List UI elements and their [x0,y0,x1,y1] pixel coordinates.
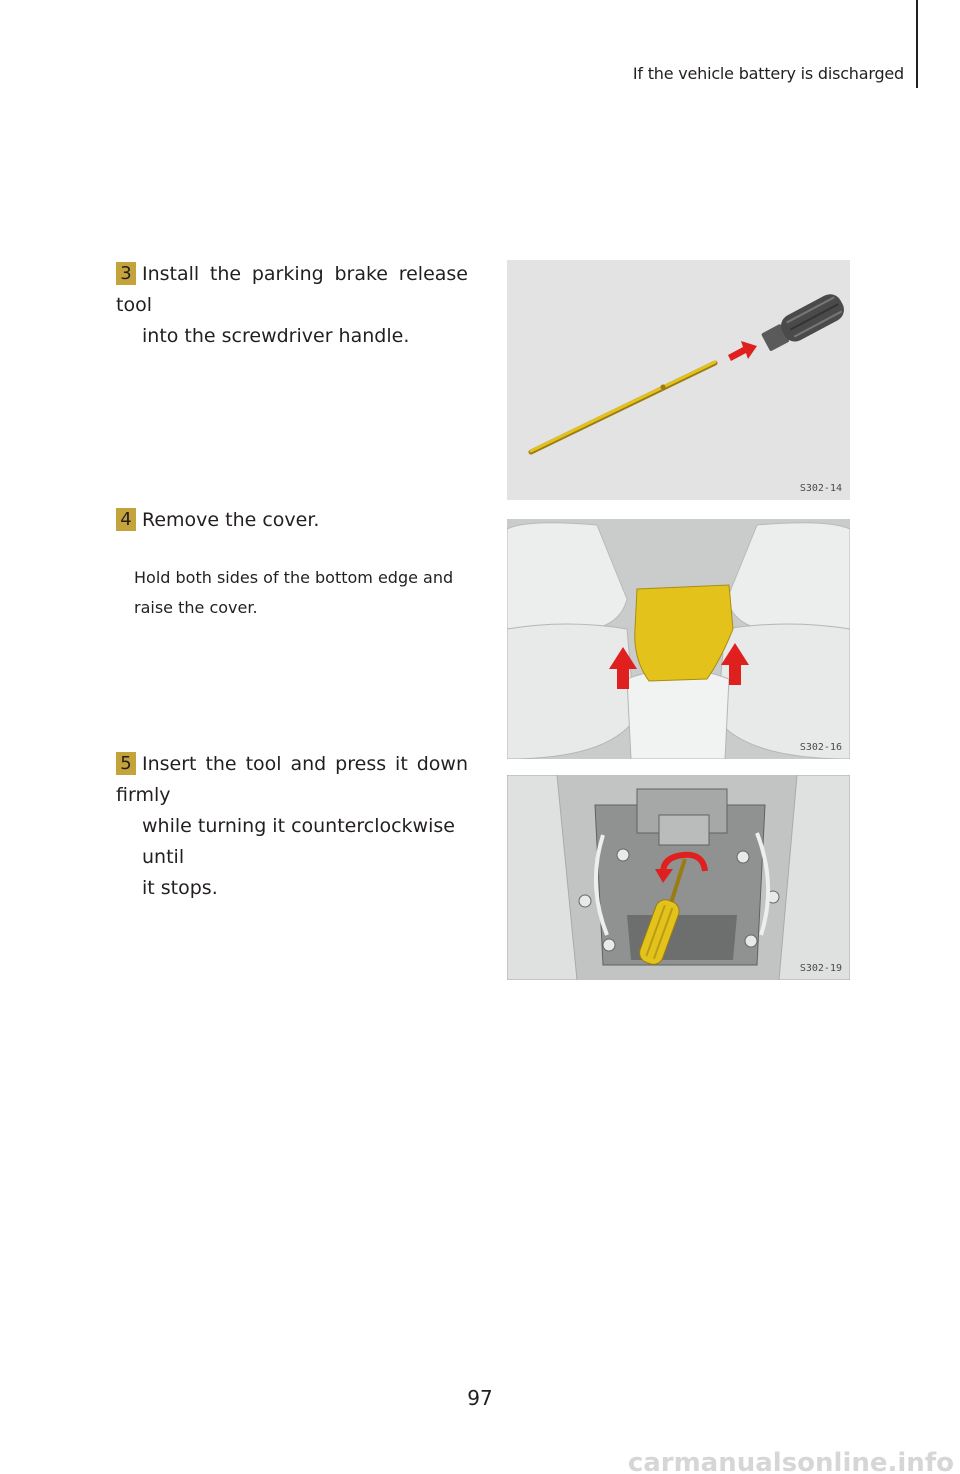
note-text-continued: raise the cover. [134,598,258,617]
step-5 [116,749,468,904]
section-title: If the vehicle battery is discharged [632,64,904,83]
note-text: Hold both sides of the bottom edge and [134,568,454,587]
step-3 [116,259,468,352]
step-number-badge: 5 [116,752,136,775]
cover-illustration [507,519,850,759]
step-text-continued: while turning it counterclockwise until [142,815,455,868]
page-number: 97 [467,1386,493,1410]
step-text-continued: into the screwdriver handle. [142,325,410,347]
step-text: Insert the tool and press it down firmly [116,753,468,806]
watermark [440,1438,960,1474]
figure-id: S302-14 [799,483,842,494]
figure-id: S302-19 [799,963,842,974]
figure-release-tool [507,260,850,500]
watermark-text: carmanualsonline.info [627,1448,954,1474]
figure-remove-cover [507,519,850,759]
step-text-continued: it stops. [142,877,218,899]
step-text: Install the parking brake release tool [116,263,468,316]
step-text: Remove the cover. [142,509,320,531]
figure-insert-tool [507,775,850,980]
step-number-badge: 3 [116,262,136,285]
insert-tool-illustration [507,775,850,980]
release-tool-illustration [507,260,850,500]
figure-id: S302-16 [799,742,842,753]
header-rule [916,0,918,88]
step-4 [116,505,468,536]
step-4-note [134,563,466,623]
step-number-badge: 4 [116,508,136,531]
